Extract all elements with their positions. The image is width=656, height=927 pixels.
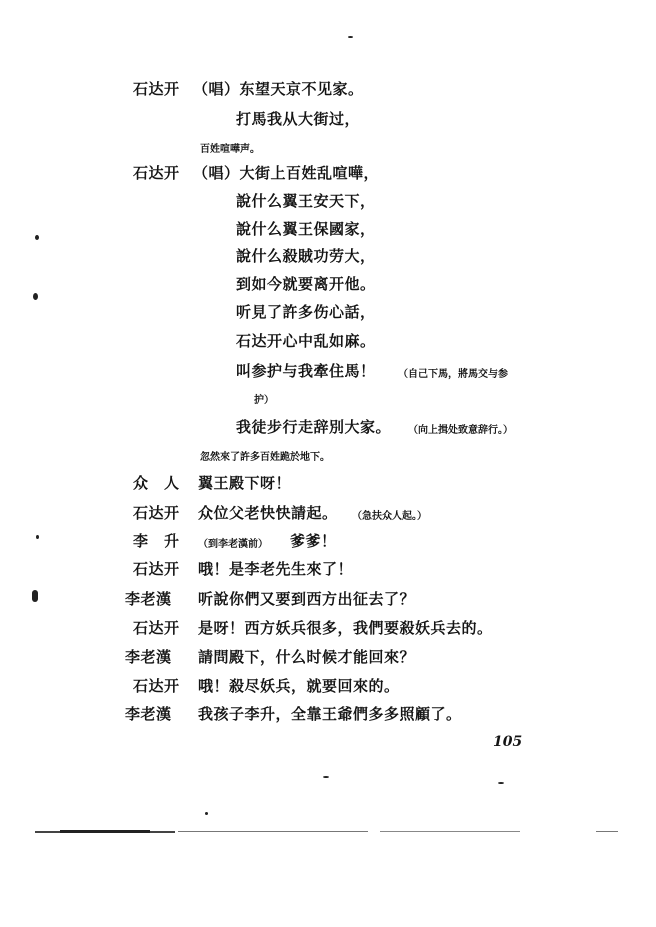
verse-line: 到如今就要离开他。 (236, 275, 376, 293)
scan-speck (35, 235, 39, 240)
scan-speck (348, 36, 353, 38)
verse-line: 听見了許多伤心話， (236, 303, 376, 321)
stage-direction: （自己下馬，將馬交与参 (398, 369, 508, 380)
verse-line: （唱）大街上百姓乱喧嘩， (193, 164, 380, 182)
verse-line: 叫参护与我牽住馬！ (236, 362, 376, 380)
speaker-name: 李老漢 (125, 648, 172, 666)
speaker-name: 石达开 (133, 619, 180, 637)
scan-edge-line (60, 830, 150, 833)
verse-line: 打馬我从大街过， (236, 110, 361, 128)
stage-direction: 百姓喧嘩声。 (200, 144, 260, 155)
speaker-name: 李老漢 (125, 590, 172, 608)
speaker-name: 石达开 (133, 677, 180, 695)
scan-speck (36, 535, 39, 539)
dialogue-line: 哦！殺尽妖兵，就要回來的。 (198, 677, 400, 695)
dialogue-line: 請問殿下，什么时候才能回來？ (198, 648, 416, 666)
scan-speck (323, 776, 329, 778)
verse-line: （唱）东望天京不见家。 (193, 80, 364, 98)
dialogue-line: 是呀！西方妖兵很多，我們要殺妖兵去的。 (198, 619, 493, 637)
stage-direction: （向上揖处致意辞行。） (408, 425, 513, 436)
verse-line: 說什么翼王安天下， (236, 192, 376, 210)
dialogue-line: 听說你們又要到西方出征去了？ (198, 590, 416, 608)
page-number: 105 (493, 734, 523, 750)
stage-direction: 忽然來了許多百姓跪於地下。 (200, 452, 330, 463)
stage-direction: 护） (254, 395, 274, 406)
dialogue-line: 众位父老快快請起。 (198, 504, 338, 522)
speaker-name: 石达开 (133, 80, 180, 98)
speaker-name: 石达开 (133, 504, 180, 522)
scan-edge-line (178, 831, 368, 832)
speaker-name: 李老漢 (125, 705, 172, 723)
dialogue-line: 爹爹！ (290, 532, 337, 550)
speaker-name: 李 升 (133, 532, 180, 550)
scan-speck (32, 590, 38, 602)
stage-direction: （到李老漢前） (198, 539, 268, 550)
speaker-name: 石达开 (133, 164, 180, 182)
speaker-name: 众 人 (133, 474, 180, 492)
verse-line: 說什么翼王保國家， (236, 220, 376, 238)
verse-line: 我徒步行走辞別大家。 (236, 418, 392, 436)
scan-edge-line (596, 831, 618, 832)
verse-line: 石达开心中乱如麻。 (236, 332, 376, 350)
scan-edge-line (380, 831, 520, 832)
verse-line: 說什么殺賊功劳大， (236, 247, 376, 265)
scan-speck (498, 782, 504, 784)
dialogue-line: 翼王殿下呀！ (198, 474, 292, 492)
speaker-name: 石达开 (133, 560, 180, 578)
dialogue-line: 哦！是李老先生來了！ (198, 560, 354, 578)
dialogue-line: 我孩子李升，全靠王爺們多多照顧了。 (198, 705, 462, 723)
stage-direction: （急扶众人起。） (352, 511, 427, 522)
scan-speck (205, 812, 208, 815)
scan-speck (33, 293, 38, 300)
